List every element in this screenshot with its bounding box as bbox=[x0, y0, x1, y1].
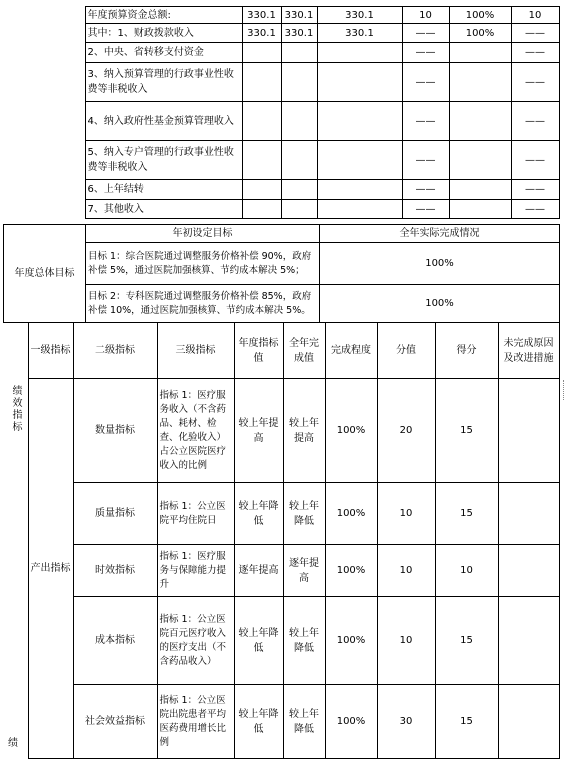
table-row bbox=[3, 685, 559, 759]
goals-table bbox=[3, 224, 560, 323]
got-cell: 10 bbox=[435, 545, 498, 597]
table-row bbox=[3, 379, 559, 483]
got-cell: 15 bbox=[435, 597, 498, 685]
target-cell: 较上年降低 bbox=[234, 685, 283, 759]
actual-cell: 较上年提高 bbox=[283, 379, 325, 483]
budget-cell: —— bbox=[511, 63, 559, 102]
goal-row bbox=[4, 285, 560, 323]
budget-row bbox=[3, 43, 559, 63]
budget-row bbox=[3, 102, 559, 141]
got-cell: 15 bbox=[435, 379, 498, 483]
target-cell: 逐年提高 bbox=[234, 545, 283, 597]
target-cell: 较上年提高 bbox=[234, 379, 283, 483]
budget-cell: 330.1 bbox=[281, 7, 317, 24]
budget-label: 其中：1、财政拨款收入 bbox=[85, 24, 242, 43]
table-row bbox=[3, 483, 559, 545]
header-degree: 完成程度 bbox=[325, 323, 377, 379]
goal-actual: 100% bbox=[320, 243, 560, 285]
header-l1: 一级指标 bbox=[28, 323, 73, 379]
budget-table bbox=[3, 6, 560, 219]
level2-cell: 社会效益指标 bbox=[73, 685, 157, 759]
target-cell: 较上年降低 bbox=[234, 483, 283, 545]
actual-cell: 逐年提高 bbox=[283, 545, 325, 597]
goal-text: 目标 1：综合医院通过调整服务价格补偿 90%，政府补偿 5%，通过医院加强核算、节约成本解决 5%； bbox=[86, 243, 320, 285]
degree-cell: 100% bbox=[325, 545, 377, 597]
perf-header-row bbox=[3, 323, 559, 379]
budget-row bbox=[3, 141, 559, 180]
budget-row bbox=[3, 24, 559, 43]
table-row bbox=[3, 545, 559, 597]
budget-cell: —— bbox=[402, 43, 449, 63]
goals-section-label: 年度总体目标 bbox=[4, 225, 86, 323]
budget-row-total bbox=[3, 7, 559, 24]
budget-cell: 330.1 bbox=[317, 24, 402, 43]
budget-cell: 330.1 bbox=[242, 7, 281, 24]
header-got: 得分 bbox=[435, 323, 498, 379]
budget-row bbox=[3, 63, 559, 102]
budget-cell: 100% bbox=[449, 7, 511, 24]
level2-cell: 时效指标 bbox=[73, 545, 157, 597]
budget-label: 2、中央、省转移支付资金 bbox=[85, 43, 242, 63]
budget-cell: 330.1 bbox=[242, 24, 281, 43]
goals-header-initial: 年初设定目标 bbox=[86, 225, 320, 243]
degree-cell: 100% bbox=[325, 483, 377, 545]
budget-cell: 100% bbox=[449, 24, 511, 43]
budget-cell: —— bbox=[402, 102, 449, 141]
target-cell: 较上年降低 bbox=[234, 597, 283, 685]
header-score: 分值 bbox=[377, 323, 435, 379]
score-cell: 10 bbox=[377, 545, 435, 597]
score-cell: 10 bbox=[377, 597, 435, 685]
score-cell: 30 bbox=[377, 685, 435, 759]
budget-cell: 330.1 bbox=[281, 24, 317, 43]
perf-side-label-bottom: 绩 bbox=[8, 737, 18, 749]
level2-cell: 质量指标 bbox=[73, 483, 157, 545]
level3-cell: 指标 1：公立医院平均住院日 bbox=[157, 483, 234, 545]
perf-side-label: 绩效指标 bbox=[10, 384, 21, 433]
budget-cell: —— bbox=[402, 200, 449, 219]
budget-cell: 10 bbox=[511, 7, 559, 24]
header-l2: 二级指标 bbox=[73, 323, 157, 379]
goal-actual: 100% bbox=[320, 285, 560, 323]
budget-cell: —— bbox=[511, 200, 559, 219]
header-reason: 未完成原因及改进措施 bbox=[498, 323, 559, 379]
budget-row bbox=[3, 180, 559, 200]
level3-cell: 指标 1：医疗服务与保障能力提升 bbox=[157, 545, 234, 597]
actual-cell: 较上年降低 bbox=[283, 685, 325, 759]
actual-cell: 较上年降低 bbox=[283, 597, 325, 685]
budget-label: 6、上年结转 bbox=[85, 180, 242, 200]
degree-cell: 100% bbox=[325, 597, 377, 685]
budget-label: 5、纳入专户管理的行政事业性收费等非税收入 bbox=[85, 141, 242, 180]
actual-cell: 较上年降低 bbox=[283, 483, 325, 545]
degree-cell: 100% bbox=[325, 379, 377, 483]
budget-cell: —— bbox=[402, 63, 449, 102]
goal-text: 目标 2：专科医院通过调整服务价格补偿 85%，政府补偿 10%，通过医院加强核算、节约成本解决 5%。 bbox=[86, 285, 320, 323]
budget-label: 7、其他收入 bbox=[85, 200, 242, 219]
budget-cell: —— bbox=[511, 24, 559, 43]
degree-cell: 100% bbox=[325, 685, 377, 759]
budget-label: 3、纳入预算管理的行政事业性收费等非税收入 bbox=[85, 63, 242, 102]
level1-label: 产出指标 bbox=[28, 379, 73, 759]
header-l3: 三级指标 bbox=[157, 323, 234, 379]
budget-cell: —— bbox=[511, 102, 559, 141]
goals-header-actual: 全年实际完成情况 bbox=[320, 225, 560, 243]
got-cell: 15 bbox=[435, 685, 498, 759]
level3-cell: 指标 1：公立医院百元医疗收入的医疗支出（不含药品收入） bbox=[157, 597, 234, 685]
goal-row bbox=[4, 243, 560, 285]
table-row bbox=[3, 597, 559, 685]
budget-cell: 10 bbox=[402, 7, 449, 24]
budget-cell: —— bbox=[511, 141, 559, 180]
budget-label: 4、纳入政府性基金预算管理收入 bbox=[85, 102, 242, 141]
budget-cell: —— bbox=[511, 180, 559, 200]
header-actual: 全年完成值 bbox=[283, 323, 325, 379]
budget-cell: —— bbox=[402, 141, 449, 180]
budget-cell: —— bbox=[511, 43, 559, 63]
score-cell: 10 bbox=[377, 483, 435, 545]
budget-label: 年度预算资金总额: bbox=[85, 7, 242, 24]
budget-cell: 330.1 bbox=[317, 7, 402, 24]
performance-table bbox=[3, 322, 560, 759]
score-cell: 20 bbox=[377, 379, 435, 483]
page-edge-marker bbox=[559, 380, 564, 400]
budget-cell: —— bbox=[402, 180, 449, 200]
level2-cell: 成本指标 bbox=[73, 597, 157, 685]
got-cell: 15 bbox=[435, 483, 498, 545]
level3-cell: 指标 1：医疗服务收入（不含药品、耗材、检查、化验收入）占公立医院医疗收入的比例 bbox=[157, 379, 234, 483]
level2-cell: 数量指标 bbox=[73, 379, 157, 483]
header-target: 年度指标值 bbox=[234, 323, 283, 379]
budget-cell: —— bbox=[402, 24, 449, 43]
budget-row bbox=[3, 200, 559, 219]
level3-cell: 指标 1：公立医院出院患者平均医药费用增长比例 bbox=[157, 685, 234, 759]
